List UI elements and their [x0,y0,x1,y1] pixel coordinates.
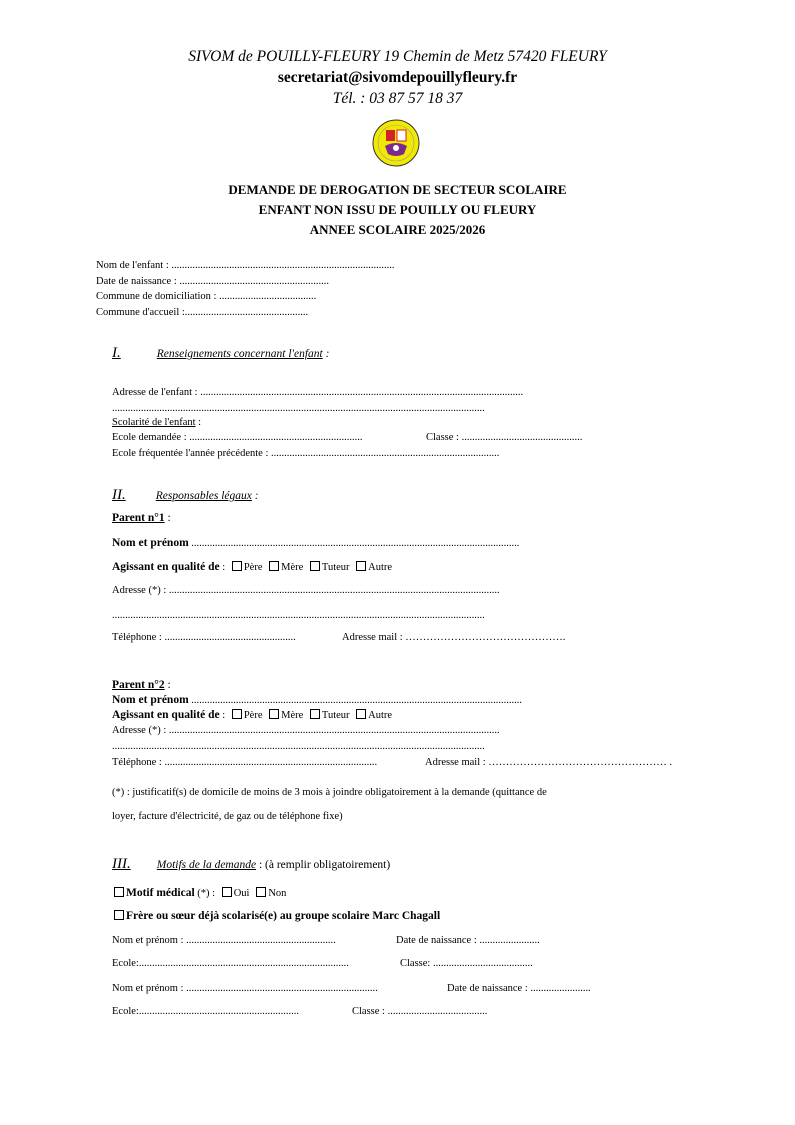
p2-tuteur-label: Tuteur [321,710,350,721]
p2-adresse-mail: Adresse mail : …………………………………………… . [425,757,673,768]
p2-nom-dots: .............................................................................................................................. [188,695,523,706]
field-commune-domiciliation: Commune de domiciliation : ..................................... [96,291,317,302]
p1-pere-checkbox[interactable] [232,561,242,571]
p1-nom-prenom [112,537,519,549]
field-ecole-frequentee: Ecole fréquentée l'année précédente : ....................................................................................... [112,448,500,459]
sivom-logo [371,118,421,168]
p2-mere-label: Mère [281,710,304,721]
field-commune-accueil: Commune d'accueil :............................................... [96,307,309,318]
p2-agissant-label: Agissant en qualité de [112,709,220,721]
section-1-title-suffix: : [322,348,330,360]
section-2-title-suffix: : [251,490,259,502]
motif-medical-checkbox[interactable] [114,887,124,897]
parent-1-label: Parent n°1 [112,512,165,524]
p2-nom-prenom [112,694,522,706]
p2-agissant-sep: : [219,710,228,721]
section-1-heading [112,344,329,362]
justificatif-note-line-2: loyer, facture d'électricité, de gaz ou de téléphone fixe) [112,811,343,822]
oui-checkbox[interactable] [222,887,232,897]
field-nom-enfant: Nom de l'enfant : ..................................................................................... [96,260,395,271]
field-date-naissance: Date de naissance : ......................................................... [96,276,330,287]
p2-adresse-cont: .............................................................................................................................................. [112,741,485,752]
p2-autre-label: Autre [368,710,393,721]
org-address-line: SIVOM de POUILLY-FLEURY 19 Chemin de Metz 57420 FLEURY [188,48,607,65]
p1-mere-checkbox[interactable] [269,561,279,571]
p1-agissant [112,561,392,573]
p1-adresse-mail: Adresse mail : ………………………………………. [342,632,566,643]
p2-agissant [112,709,392,721]
p1-autre-label: Autre [368,562,393,573]
contact-phone: Tél. : 03 87 57 18 37 [332,90,463,107]
sibling-1-ecole: Ecole:................................................................................ [112,958,349,969]
scolarite-heading [112,417,201,428]
section-3-title: Motifs de la demande [156,859,257,871]
field-ecole-demandee: Ecole demandée : .................................................................. [112,432,363,443]
sibling-2-date: Date de naissance : ....................... [447,983,591,994]
parent-2-heading [112,679,171,691]
p1-autre-checkbox[interactable] [356,561,366,571]
scolarite-label: Scolarité de l'enfant [112,417,196,428]
p1-adresse: Adresse (*) : .............................................................................................................................. [112,585,500,596]
title-line-3: ANNEE SCOLAIRE 2025/2026 [309,222,486,237]
sibling-1-classe: Classe: ...................................... [400,958,533,969]
frere-soeur-label: Frère ou sœur déjà scolarisé(e) au groupe scolaire Marc Chagall [126,910,441,922]
p2-pere-label: Père [243,710,263,721]
oui-label: Oui [233,888,250,899]
non-checkbox[interactable] [256,887,266,897]
title-line-1: DEMANDE DE DEROGATION DE SECTEUR SCOLAIRE [228,182,567,197]
field-adresse-enfant: Adresse de l'enfant : ........................................................................................................................... [112,387,524,398]
motif-medical-label: Motif médical [126,887,195,899]
section-2-title: Responsables légaux [155,490,252,502]
p1-agissant-sep: : [219,562,228,573]
sibling-2-classe: Classe : ...................................... [352,1006,488,1017]
field-classe: Classe : .............................................. [426,432,583,443]
section-2-number: II. [112,487,126,503]
p2-nom-label: Nom et prénom [112,694,189,706]
p2-adresse: Adresse (*) : .............................................................................................................................. [112,725,500,736]
section-3-number: III. [112,856,131,872]
parent-2-suffix: : [164,679,171,691]
section-1-number: I. [112,345,121,361]
p1-agissant-label: Agissant en qualité de [112,561,220,573]
section-1-title: Renseignements concernant l'enfant [156,348,323,360]
p1-tuteur-label: Tuteur [321,562,350,573]
section-3-title-suffix: : (à remplir obligatoirement) [256,859,391,871]
p1-pere-label: Père [243,562,263,573]
p1-adresse-cont: .............................................................................................................................................. [112,610,485,621]
frere-soeur-row [112,910,440,922]
frere-soeur-checkbox[interactable] [114,910,124,920]
sibling-1-date: Date de naissance : ....................... [396,935,540,946]
sibling-1-nom: Nom et prénom : ......................................................... [112,935,336,946]
title-line-2: ENFANT NON ISSU DE POUILLY OU FLEURY [258,202,537,217]
motif-medical-row [112,887,286,899]
parent-2-label: Parent n°2 [112,679,165,691]
p2-tuteur-checkbox[interactable] [310,709,320,719]
section-2-heading [112,486,259,504]
section-3-heading [112,855,390,873]
justificatif-note-line-1: (*) : justificatif(s) de domicile de moins de 3 mois à joindre obligatoirement à la demande (quittance de [112,787,547,798]
parent-1-suffix: : [164,512,171,524]
p2-pere-checkbox[interactable] [232,709,242,719]
p2-autre-checkbox[interactable] [356,709,366,719]
non-label: Non [268,888,287,899]
contact-email: secretariat@sivomdepouillyfleury.fr [277,69,518,86]
p1-nom-label: Nom et prénom [112,537,189,549]
p2-telephone: Téléphone : ................................................................................. [112,757,378,768]
scolarite-suffix: : [195,417,202,428]
p1-telephone: Téléphone : .................................................. [112,632,296,643]
motif-medical-suffix: (*) : [194,888,218,899]
sibling-2-ecole: Ecole:............................................................. [112,1006,299,1017]
p1-mere-label: Mère [281,562,304,573]
sibling-2-nom: Nom et prénom : ......................................................................... [112,983,378,994]
p1-nom-dots: ............................................................................................................................. [188,538,520,549]
field-adresse-enfant-cont: .............................................................................................................................................. [112,403,485,414]
parent-1-heading [112,512,171,524]
p1-tuteur-checkbox[interactable] [310,561,320,571]
p2-mere-checkbox[interactable] [269,709,279,719]
